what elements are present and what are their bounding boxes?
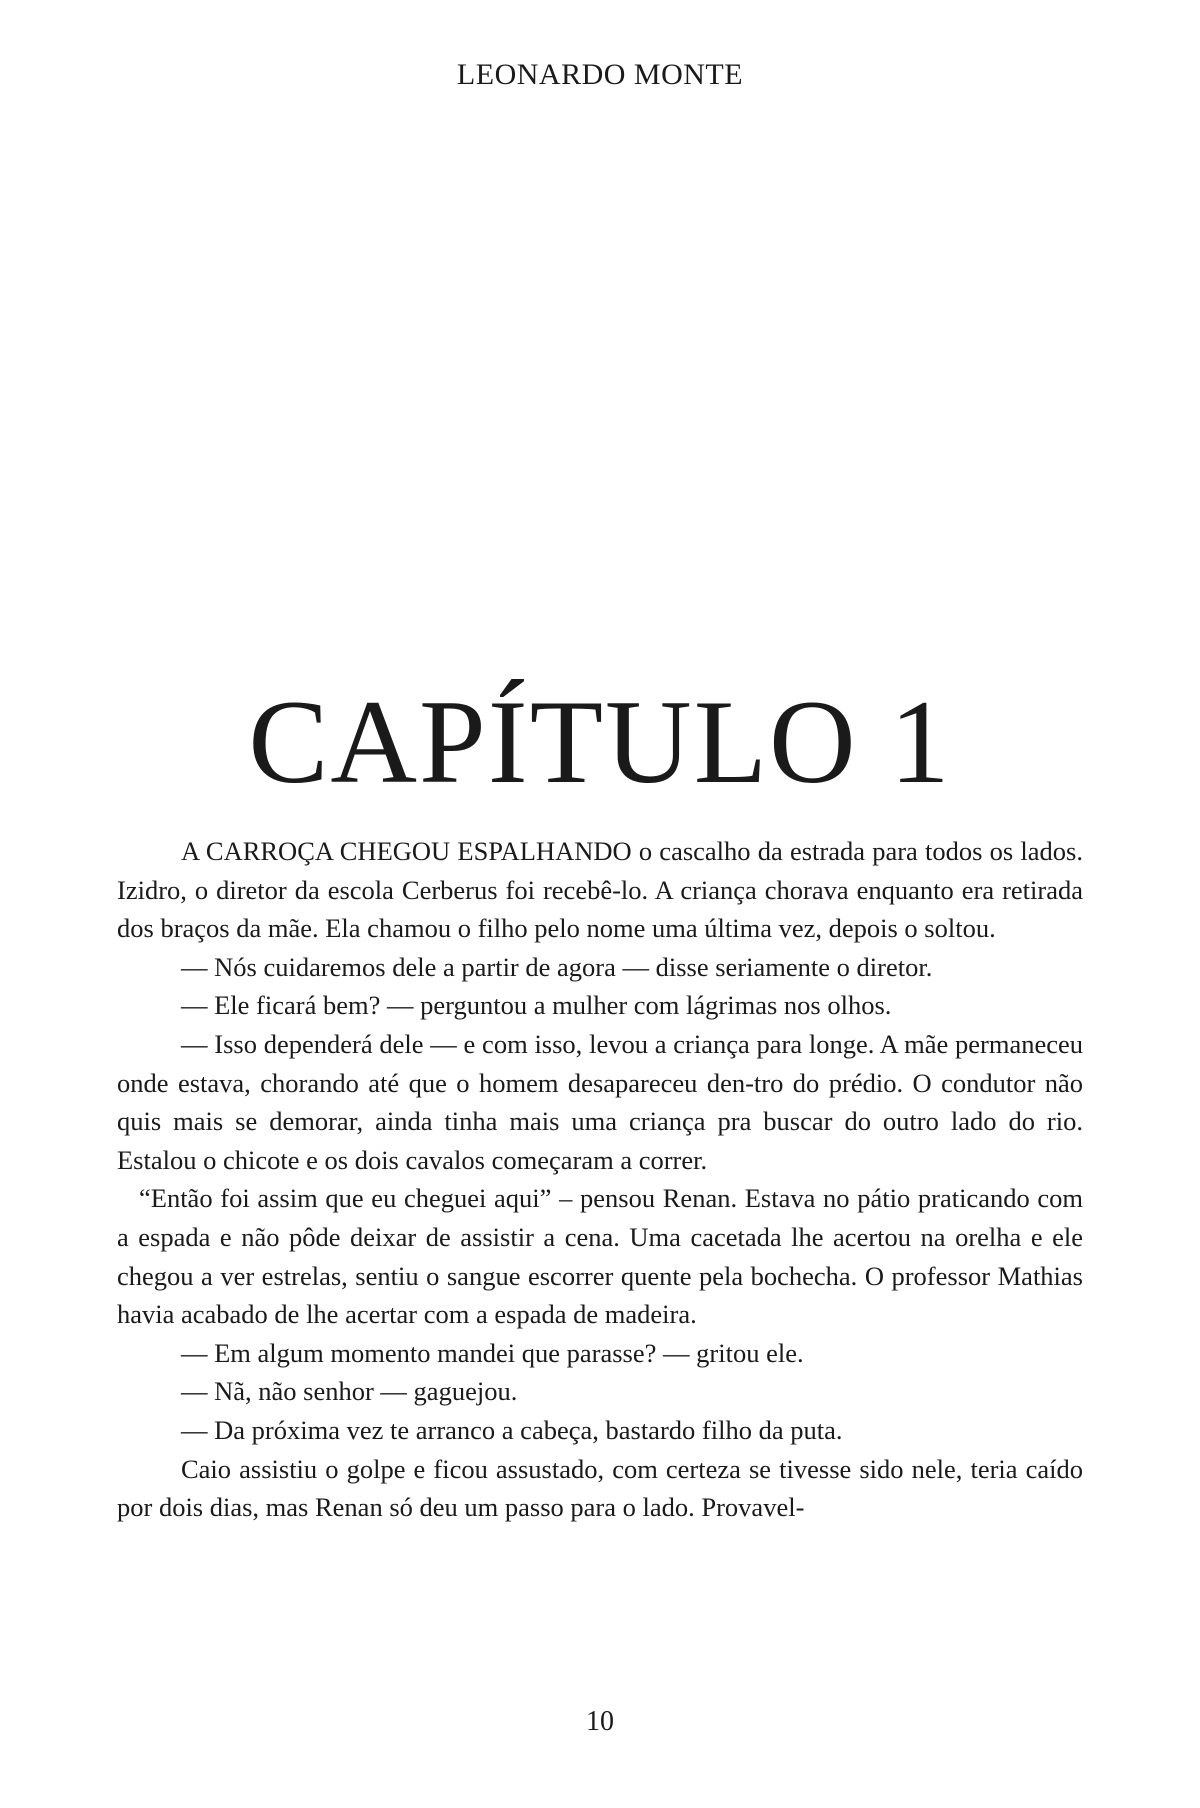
chapter-title: CAPÍTULO 1	[248, 675, 952, 808]
paragraph: — Nós cuidaremos dele a partir de agora — disse seriamente o diretor.	[181, 951, 933, 982]
page-number: 10	[586, 1706, 614, 1737]
paragraph: — Isso dependerá dele — e com isso, levou a criança para longe. A mãe permaneceu onde estava, chorando até que o homem desapareceu den-tro do prédio. O condutor não quis mais se demorar, ainda tinha mais uma criança pra buscar do outro lado do rio. Estalou o chicote e os dois cavalos começaram a correr.	[117, 1028, 1083, 1175]
paragraph: Caio assistiu o golpe e ficou assustado, com certeza se tivesse sido nele, teria caído por dois dias, mas Renan só deu um passo para o lado. Provavel-	[117, 1453, 1083, 1523]
paragraph: — Em algum momento mandei que parasse? — gritou ele.	[181, 1337, 804, 1368]
running-head-author: LEONARDO MONTE	[456, 58, 744, 91]
paragraph-lead-caps: A CARROÇA CHEGOU ESPALHANDO	[181, 836, 632, 866]
paragraph: “Então foi assim que eu cheguei aqui” – pensou Renan. Estava no pátio praticando com a espada e não pôde deixar de assistir a cena. Uma cacetada lhe acertou na orelha e ele chegou a ver estrelas, sentiu o sangue escorrer quente pela bochecha. O professor Mathias havia acabado de lhe acertar com a espada de madeira.	[117, 1183, 1083, 1330]
paragraph: — Nã, não senhor — gaguejou.	[181, 1376, 518, 1407]
chapter-body	[117, 832, 1083, 1527]
paragraph-text: o cascalho da estrada para todos os lados. Izidro, o diretor da escola Cerberus foi recebê-lo. A criança chorava enquanto era retirada dos braços da mãe. Ela chamou o filho pelo nome uma última vez, depois o soltou.	[117, 836, 1083, 944]
paragraph	[117, 832, 1083, 948]
paragraph: — Da próxima vez te arranco a cabeça, bastardo filho da puta.	[181, 1414, 843, 1445]
paragraph: — Ele ficará bem? — perguntou a mulher com lágrimas nos olhos.	[181, 990, 892, 1021]
